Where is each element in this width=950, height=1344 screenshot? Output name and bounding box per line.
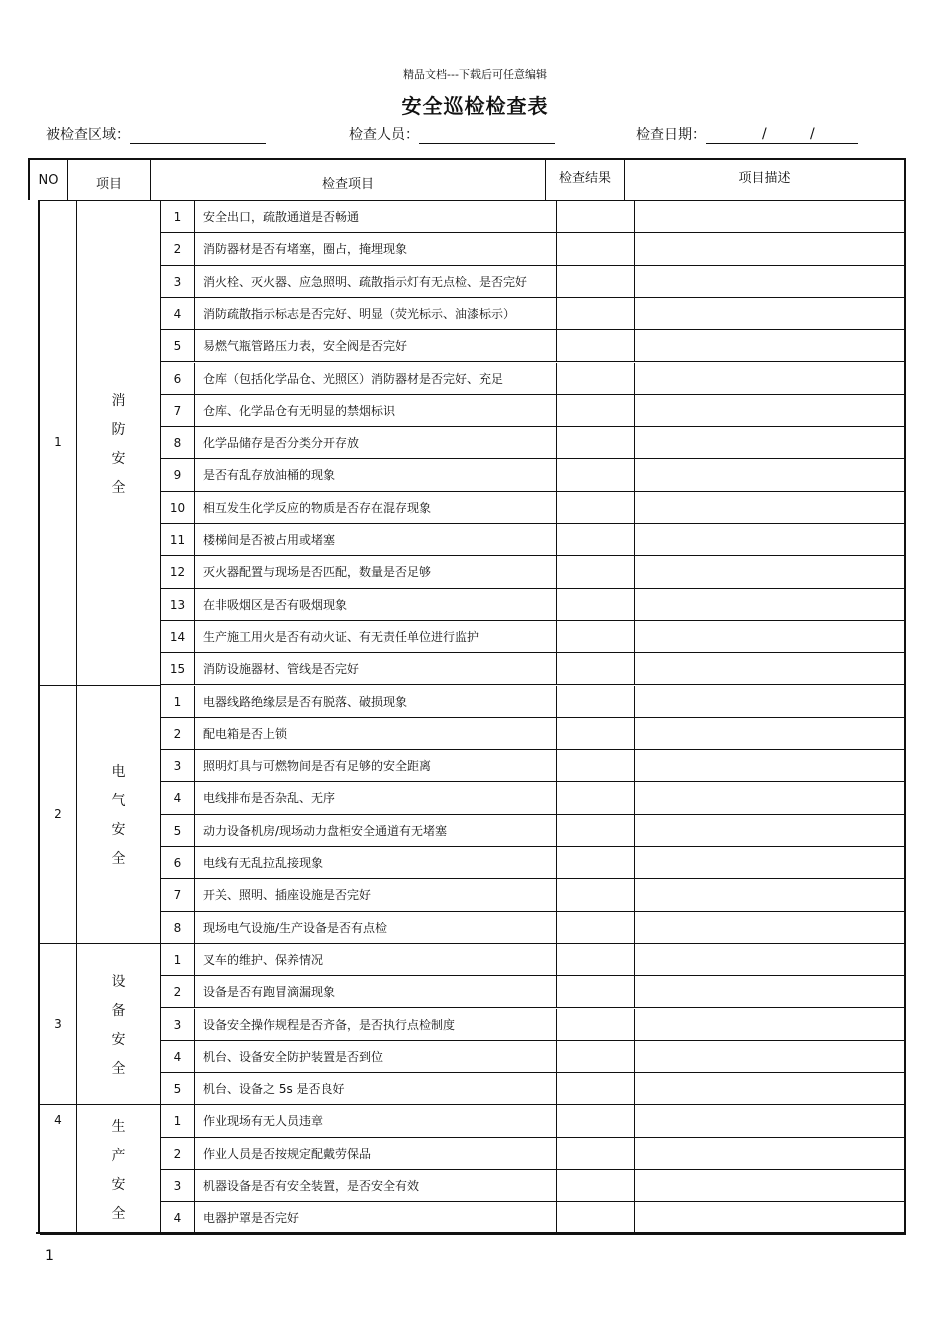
item-number: 3 — [161, 1009, 195, 1040]
page-number: 1 — [45, 1248, 54, 1264]
item-number: 8 — [161, 912, 195, 943]
item-text: 开关、照明、插座设施是否完好 — [203, 888, 372, 903]
category-char: 消 — [111, 392, 126, 409]
description-cell[interactable] — [635, 653, 906, 684]
inspector-blank[interactable] — [419, 128, 555, 144]
check-row — [161, 1138, 906, 1170]
description-cell[interactable] — [635, 1170, 906, 1201]
result-cell[interactable] — [556, 298, 635, 329]
description-cell[interactable] — [635, 330, 906, 361]
result-cell[interactable] — [556, 782, 635, 813]
check-row — [161, 1170, 906, 1202]
result-cell[interactable] — [556, 266, 635, 297]
category-char: 备 — [111, 1003, 126, 1020]
header-description-cell — [625, 160, 904, 200]
section-category — [77, 201, 161, 686]
check-row — [161, 718, 906, 750]
item-text: 消防器材是否有堵塞，圈占，掩埋现象 — [203, 242, 408, 257]
category-char: 设 — [111, 974, 126, 991]
item-number: 1 — [161, 201, 195, 232]
description-cell[interactable] — [635, 363, 906, 394]
description-cell[interactable] — [635, 427, 906, 458]
item-number: 14 — [161, 621, 195, 652]
header-category-cell — [68, 160, 151, 200]
item-number: 3 — [161, 750, 195, 781]
item-text: 动力设备机房/现场动力盘柜安全通道有无堵塞 — [203, 823, 448, 838]
item-number: 7 — [161, 395, 195, 426]
header-no: NO — [38, 173, 59, 188]
category-char: 产 — [111, 1148, 126, 1165]
item-text: 叉车的维护、保养情况 — [203, 952, 324, 967]
check-row — [161, 1202, 906, 1234]
check-row — [161, 266, 906, 298]
item-text: 消火栓、灭火器、应急照明、疏散指示灯有无点检、是否完好 — [203, 274, 528, 289]
result-cell[interactable] — [556, 653, 635, 684]
item-number: 10 — [161, 492, 195, 523]
result-cell[interactable] — [556, 815, 635, 846]
check-row — [161, 524, 906, 556]
item-number: 5 — [161, 815, 195, 846]
item-text: 相互发生化学反应的物质是否存在混存现象 — [203, 500, 432, 515]
description-cell[interactable] — [635, 556, 906, 587]
top-note: 精品文档---下载后可任意编辑 — [403, 68, 547, 81]
header-result-cell — [546, 160, 625, 200]
description-cell[interactable] — [635, 524, 906, 555]
category-char: 全 — [111, 479, 126, 496]
description-cell[interactable] — [635, 266, 906, 297]
category-char: 安 — [111, 450, 126, 467]
check-row — [161, 363, 906, 395]
item-text: 电器护罩是否完好 — [203, 1211, 300, 1226]
description-cell[interactable] — [635, 718, 906, 749]
result-cell[interactable] — [556, 492, 635, 523]
item-text: 设备是否有跑冒滴漏现象 — [203, 985, 336, 1000]
item-text: 仓库、化学品仓有无明显的禁烟标识 — [203, 403, 396, 418]
inspector-field — [349, 124, 555, 144]
result-cell[interactable] — [556, 363, 635, 394]
item-number: 3 — [161, 1170, 195, 1201]
check-row — [161, 750, 906, 782]
result-cell[interactable] — [556, 1202, 635, 1233]
result-cell[interactable] — [556, 912, 635, 943]
description-cell[interactable] — [635, 1105, 906, 1136]
check-row — [161, 879, 906, 911]
check-row — [161, 815, 906, 847]
check-row — [161, 912, 906, 944]
check-row — [161, 686, 906, 718]
item-number: 13 — [161, 589, 195, 620]
result-cell[interactable] — [556, 1138, 635, 1169]
header-result: 检查结果 — [558, 171, 611, 186]
item-text: 现场电气设施/生产设备是否有点检 — [203, 920, 388, 935]
item-number: 5 — [161, 1073, 195, 1104]
item-text: 消防设施器材、管线是否完好 — [203, 662, 360, 677]
document-title: 安全巡检检查表 — [401, 94, 549, 118]
table-bottom-rule — [36, 1232, 906, 1234]
description-cell[interactable] — [635, 621, 906, 652]
item-text: 电线排布是否杂乱、无序 — [203, 791, 336, 806]
item-number: 1 — [161, 686, 195, 717]
check-row — [161, 782, 906, 814]
item-number: 8 — [161, 427, 195, 458]
description-cell[interactable] — [635, 233, 906, 264]
check-row — [161, 395, 906, 427]
check-row — [161, 459, 906, 491]
item-number: 1 — [161, 1105, 195, 1136]
item-text: 照明灯具与可燃物间是否有足够的安全距离 — [203, 759, 432, 774]
description-cell[interactable] — [635, 298, 906, 329]
area-label: 被检查区域： — [46, 127, 130, 143]
check-row — [161, 298, 906, 330]
result-cell[interactable] — [556, 459, 635, 490]
item-text: 楼梯间是否被占用或堵塞 — [203, 533, 336, 547]
result-cell[interactable] — [556, 847, 635, 878]
header-description: 项目描述 — [738, 171, 791, 186]
item-text: 仓库（包括化学品仓、光照区）消防器材是否完好、充足 — [203, 371, 504, 386]
result-cell[interactable] — [556, 718, 635, 749]
item-text: 电线有无乱拉乱接现象 — [203, 856, 324, 870]
item-text: 灭火器配置与现场是否匹配，数量是否足够 — [203, 565, 432, 580]
section-category — [77, 944, 161, 1106]
check-row — [161, 1105, 906, 1137]
item-text: 在非吸烟区是否有吸烟现象 — [203, 597, 348, 612]
description-cell[interactable] — [635, 782, 906, 813]
date-field — [636, 124, 858, 144]
item-number: 9 — [161, 459, 195, 490]
item-text: 机台、设备安全防护装置是否到位 — [203, 1049, 384, 1064]
category-char: 安 — [111, 1032, 126, 1049]
result-cell[interactable] — [556, 879, 635, 910]
result-cell[interactable] — [556, 524, 635, 555]
table-body — [38, 200, 906, 1233]
section-no-text: 2 — [54, 806, 62, 821]
item-text: 机台、设备之 5s 是否良好 — [203, 1082, 345, 1097]
description-cell[interactable] — [635, 201, 906, 232]
item-number: 3 — [161, 266, 195, 297]
description-cell[interactable] — [635, 1041, 906, 1072]
check-row — [161, 1073, 906, 1105]
result-cell[interactable] — [556, 1073, 635, 1104]
description-cell[interactable] — [635, 815, 906, 846]
category-char: 全 — [111, 851, 126, 868]
result-cell[interactable] — [556, 1170, 635, 1201]
description-cell[interactable] — [635, 686, 906, 717]
description-cell[interactable] — [635, 492, 906, 523]
check-row — [161, 427, 906, 459]
item-number: 4 — [161, 1202, 195, 1233]
item-text: 是否有乱存放油桶的现象 — [203, 468, 336, 483]
section-no-text: 1 — [54, 435, 62, 450]
item-number: 15 — [161, 653, 195, 684]
description-cell[interactable] — [635, 879, 906, 910]
description-cell[interactable] — [635, 1009, 906, 1040]
item-number: 4 — [161, 1041, 195, 1072]
result-cell[interactable] — [556, 589, 635, 620]
item-number: 2 — [161, 718, 195, 749]
result-cell[interactable] — [556, 556, 635, 587]
description-cell[interactable] — [635, 459, 906, 490]
description-cell[interactable] — [635, 589, 906, 620]
result-cell[interactable] — [556, 1041, 635, 1072]
item-text: 生产施工用火是否有动火证、有无责任单位进行监护 — [203, 629, 480, 644]
check-row — [161, 976, 906, 1008]
section-no — [40, 686, 77, 944]
item-text: 机器设备是否有安全装置，是否安全有效 — [203, 1179, 420, 1193]
item-text: 电器线路绝缘层是否有脱落、破损现象 — [203, 694, 408, 709]
item-number: 4 — [161, 782, 195, 813]
check-row — [161, 1041, 906, 1073]
section-category — [77, 1105, 161, 1234]
item-number: 5 — [161, 330, 195, 361]
item-number: 4 — [161, 298, 195, 329]
inspector-label: 检查人员： — [349, 127, 419, 143]
date-blank[interactable]: / / — [706, 128, 858, 144]
check-row — [161, 233, 906, 265]
item-number: 7 — [161, 879, 195, 910]
description-cell[interactable] — [635, 1138, 906, 1169]
item-number: 1 — [161, 944, 195, 975]
result-cell[interactable] — [556, 330, 635, 361]
check-row — [161, 201, 906, 233]
item-number: 2 — [161, 1138, 195, 1169]
description-cell[interactable] — [635, 944, 906, 975]
item-number: 2 — [161, 976, 195, 1007]
item-number: 11 — [161, 524, 195, 555]
section-no — [40, 1105, 77, 1234]
check-row — [161, 847, 906, 879]
item-number: 2 — [161, 233, 195, 264]
table-header — [28, 158, 906, 200]
item-text: 易燃气瓶管路压力表，安全阀是否完好 — [203, 339, 408, 354]
check-row — [161, 1009, 906, 1041]
item-text: 消防疏散指示标志是否完好、明显（荧光标示、油漆标示） — [203, 306, 516, 321]
description-cell[interactable] — [635, 1073, 906, 1104]
category-char: 全 — [111, 1206, 126, 1223]
description-cell[interactable] — [635, 976, 906, 1007]
item-text: 设备安全操作规程是否齐备，是否执行点检制度 — [203, 1017, 456, 1032]
check-row — [161, 621, 906, 653]
section-no — [40, 944, 77, 1106]
result-cell[interactable] — [556, 1105, 635, 1136]
check-row — [161, 653, 906, 685]
category-char: 防 — [111, 421, 126, 438]
section-no-text: 3 — [54, 1016, 62, 1031]
result-cell[interactable] — [556, 427, 635, 458]
category-char: 生 — [111, 1119, 126, 1136]
check-row — [161, 492, 906, 524]
result-cell[interactable] — [556, 944, 635, 975]
description-cell[interactable] — [635, 912, 906, 943]
result-cell[interactable] — [556, 976, 635, 1007]
area-blank[interactable] — [130, 128, 266, 144]
item-text: 作业现场有无人员违章 — [203, 1114, 324, 1129]
header-item: 检查项目 — [321, 177, 374, 192]
result-cell[interactable] — [556, 750, 635, 781]
category-char: 安 — [111, 1177, 126, 1194]
category-char: 气 — [111, 793, 126, 810]
header-item-cell — [151, 160, 546, 200]
section-category — [77, 686, 161, 944]
section-no — [40, 201, 77, 686]
category-char: 电 — [111, 764, 126, 781]
item-number: 12 — [161, 556, 195, 587]
check-row — [161, 589, 906, 621]
check-row — [161, 944, 906, 976]
item-text: 配电箱是否上锁 — [203, 726, 288, 741]
item-text: 化学品储存是否分类分开存放 — [203, 436, 360, 451]
result-cell[interactable] — [556, 1009, 635, 1040]
result-cell[interactable] — [556, 395, 635, 426]
item-text: 作业人员是否按规定配戴劳保品 — [203, 1146, 372, 1161]
category-char: 安 — [111, 822, 126, 839]
check-row — [161, 556, 906, 588]
header-no-cell — [30, 160, 68, 200]
section-no-text: 4 — [54, 1113, 62, 1128]
item-number: 6 — [161, 363, 195, 394]
description-cell[interactable] — [635, 1202, 906, 1233]
item-number: 6 — [161, 847, 195, 878]
item-text: 安全出口，疏散通道是否畅通 — [203, 210, 360, 224]
category-char: 全 — [111, 1061, 126, 1078]
result-cell[interactable] — [556, 201, 635, 232]
description-cell[interactable] — [635, 847, 906, 878]
date-label: 检查日期： — [636, 127, 706, 143]
check-row — [161, 330, 906, 362]
result-cell[interactable] — [556, 686, 635, 717]
area-field — [46, 124, 266, 144]
header-category: 项目 — [95, 177, 122, 192]
result-cell[interactable] — [556, 621, 635, 652]
description-cell[interactable] — [635, 395, 906, 426]
description-cell[interactable] — [635, 750, 906, 781]
result-cell[interactable] — [556, 233, 635, 264]
